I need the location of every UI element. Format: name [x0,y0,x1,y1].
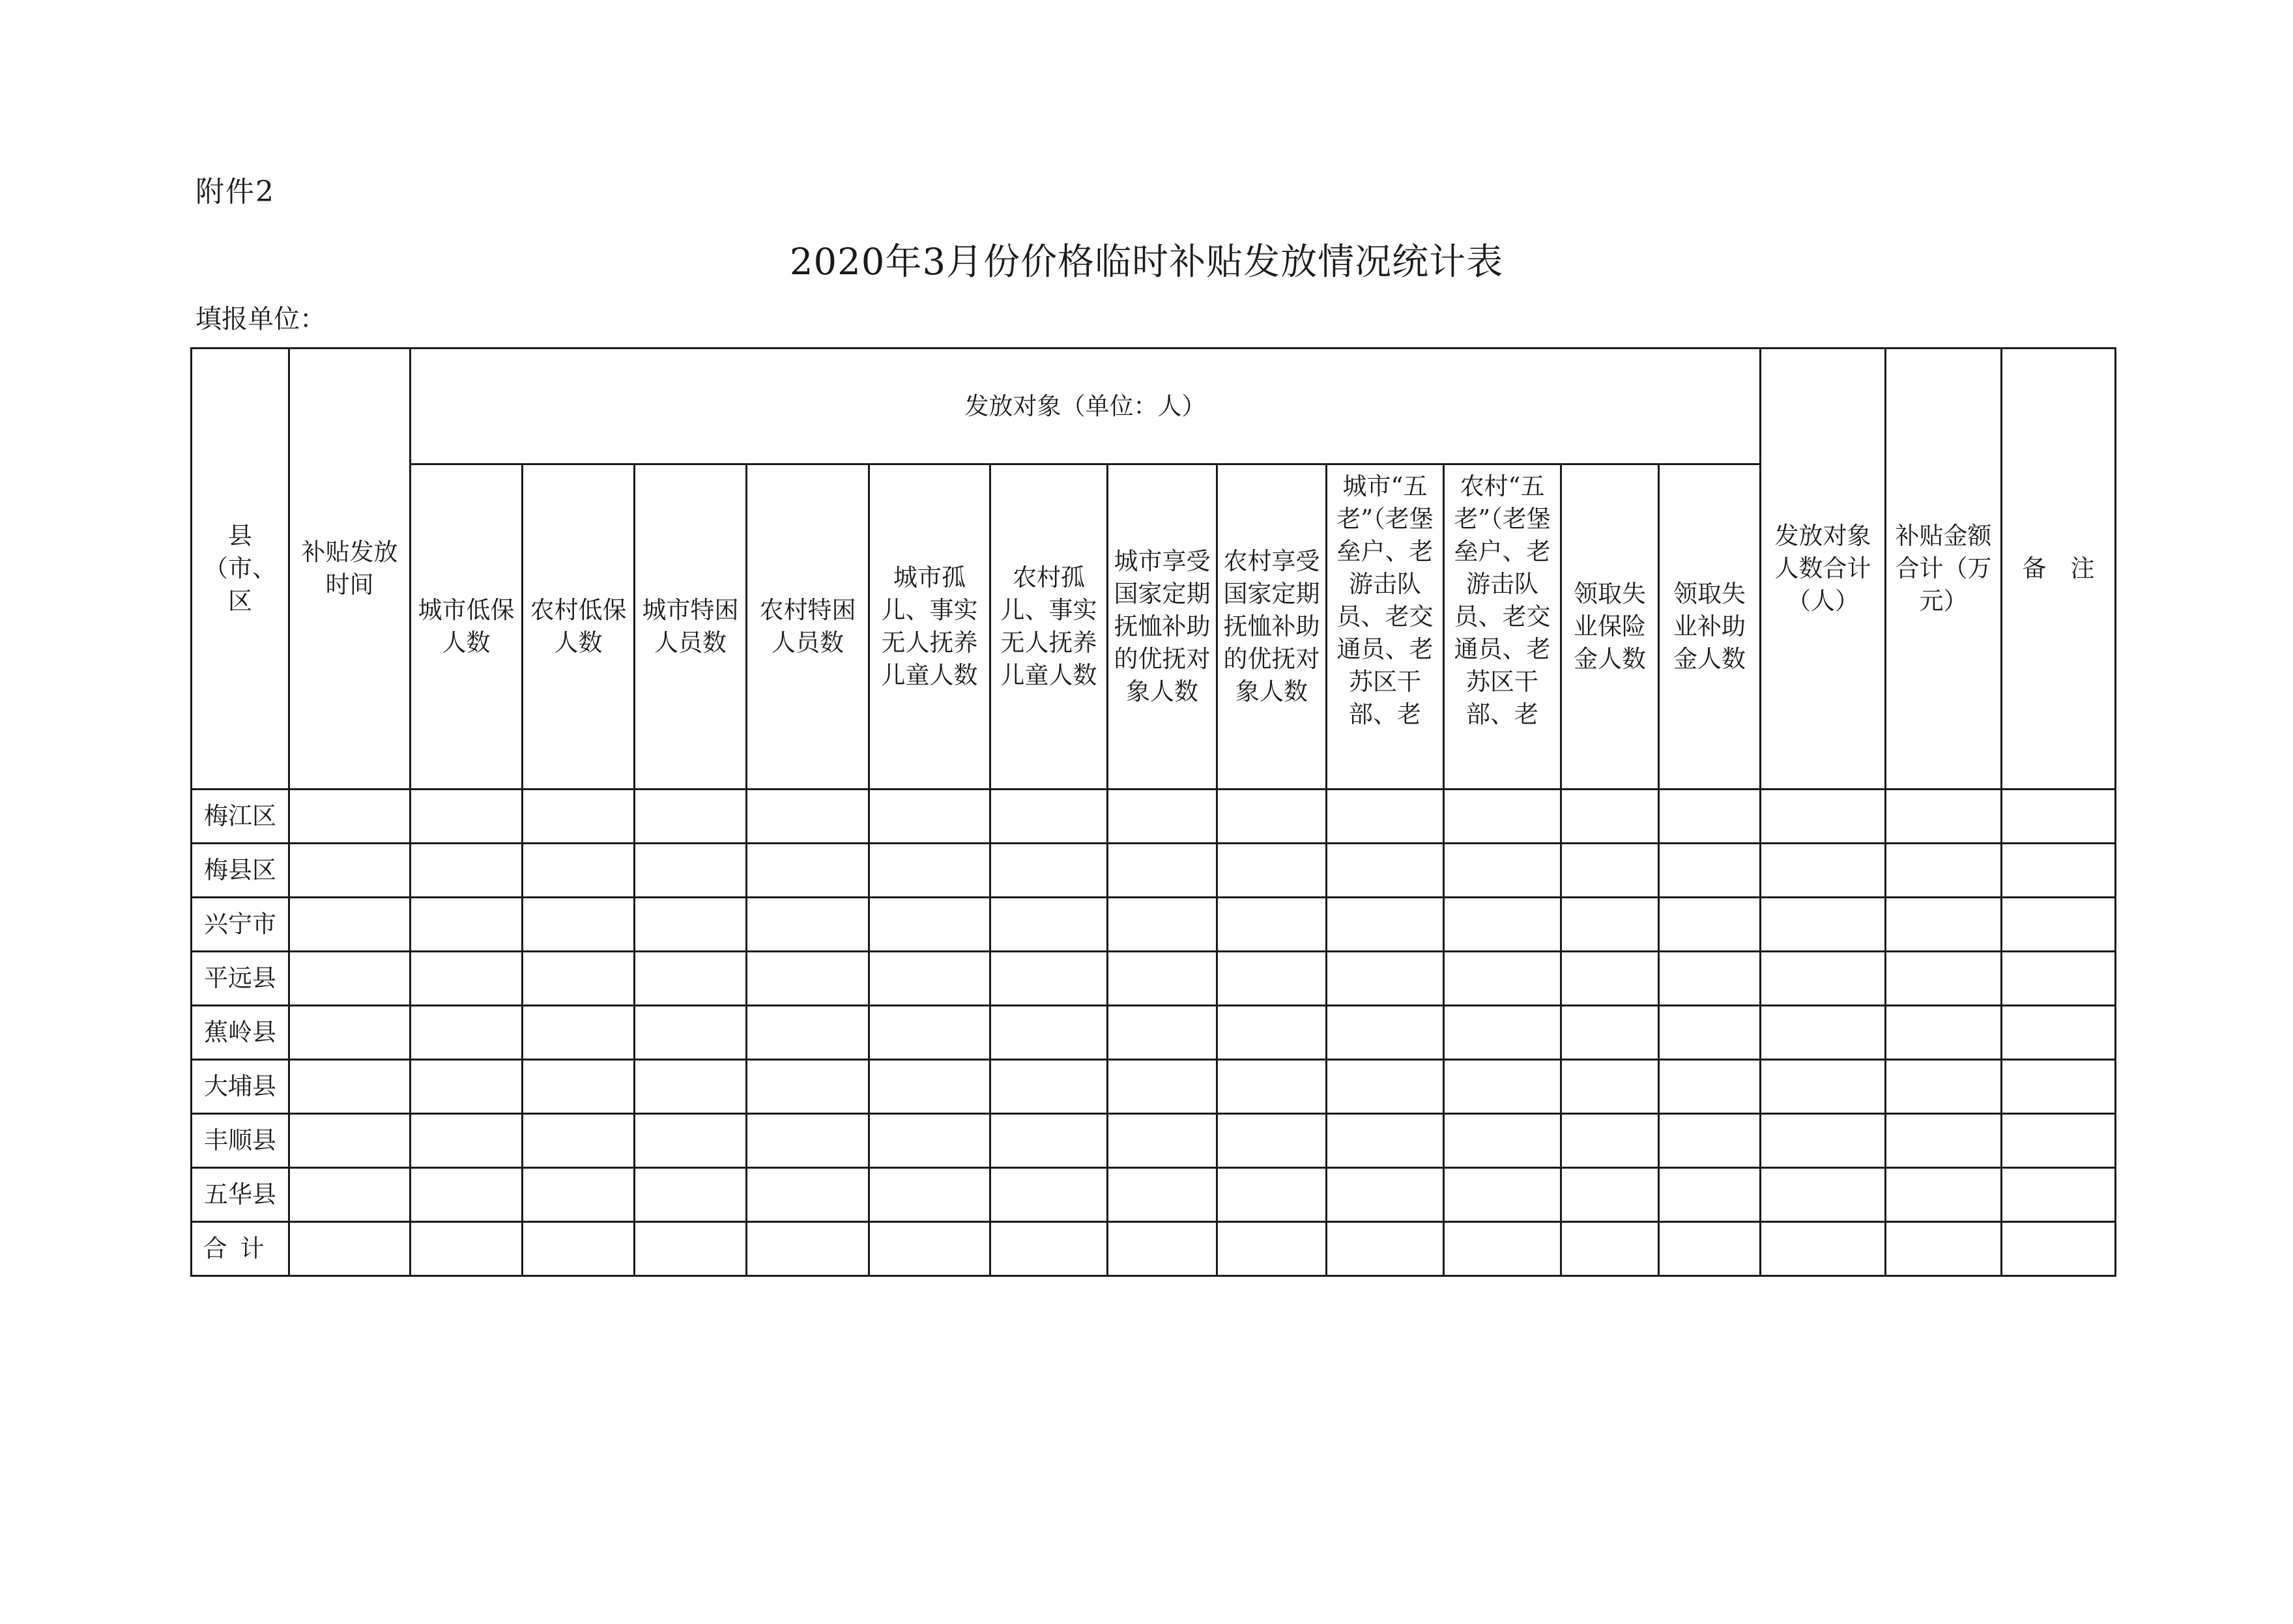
table-cell[interactable] [523,1060,635,1114]
table-cell[interactable] [289,1114,411,1168]
table-cell[interactable] [289,952,411,1006]
table-cell[interactable] [1327,952,1444,1006]
header-rural-orphans-text: 农村孤儿、事实无人抚养儿童人数 [1000,563,1097,689]
table-cell[interactable] [1886,844,2002,898]
table-cell[interactable] [990,898,1108,952]
table-cell[interactable] [289,1006,411,1060]
region-name-cell: 兴宁市 [192,898,289,952]
table-cell[interactable] [1108,1006,1217,1060]
total-cell[interactable] [1444,1222,1561,1276]
total-cell[interactable] [1886,1222,2002,1276]
header-rural-dibao [523,464,635,790]
table-cell[interactable] [411,1006,523,1060]
table-cell[interactable] [2002,1006,2116,1060]
table-cell[interactable] [1561,790,1659,844]
table-cell[interactable] [635,1060,747,1114]
table-cell[interactable] [2002,1168,2116,1222]
region-name-cell: 梅江区 [192,790,289,844]
header-recipients-group: 发放对象（单位：人） [411,349,1761,464]
region-name-cell: 蕉岭县 [192,1006,289,1060]
table-row [192,790,2116,844]
header-urban-orphans [869,464,990,790]
table-cell[interactable] [1444,898,1561,952]
table-cell[interactable] [1108,1060,1217,1114]
table-cell[interactable] [1561,898,1659,952]
table-cell[interactable] [1327,1060,1444,1114]
table-cell[interactable] [2002,790,2116,844]
header-total-people: 发放对象人数合计（人） [1761,349,1886,790]
total-cell[interactable] [869,1222,990,1276]
table-cell[interactable] [1886,1168,2002,1222]
table-cell[interactable] [523,790,635,844]
header-rural-wulao [1444,464,1561,790]
table-cell[interactable] [1327,1168,1444,1222]
table-cell[interactable] [1561,1006,1659,1060]
header-urban-tekun [635,464,747,790]
table-cell[interactable] [747,1006,869,1060]
table-cell[interactable] [869,1168,990,1222]
table-cell[interactable] [1217,952,1327,1006]
table-cell[interactable] [1886,1114,2002,1168]
header-urban-wulao [1327,464,1444,790]
table-cell[interactable] [747,952,869,1006]
table-cell[interactable] [635,790,747,844]
table-cell[interactable] [1444,952,1561,1006]
table-cell[interactable] [1659,1006,1761,1060]
header-urban-youfu [1108,464,1217,790]
table-cell[interactable] [411,1060,523,1114]
table-cell[interactable] [1108,1168,1217,1222]
table-cell[interactable] [869,952,990,1006]
header-region: 县（市、区 [192,349,289,790]
table-cell[interactable] [1444,1060,1561,1114]
table-cell[interactable] [523,1006,635,1060]
table-cell[interactable] [411,1168,523,1222]
region-name-cell: 平远县 [192,952,289,1006]
total-cell[interactable] [990,1222,1108,1276]
total-cell[interactable] [747,1222,869,1276]
header-rural-dibao-text: 农村低保人数 [530,596,627,657]
table-cell[interactable] [990,1168,1108,1222]
table-cell[interactable] [1561,1168,1659,1222]
header-rural-wulao-text: 农村“五老”（老堡垒户、老游击队员、老交通员、老苏区干部、老 [1454,472,1551,728]
table-cell[interactable] [635,1114,747,1168]
total-cell[interactable] [411,1222,523,1276]
table-cell[interactable] [1761,844,1886,898]
table-cell[interactable] [2002,952,2116,1006]
table-row [192,1168,2116,1222]
table-cell[interactable] [869,1114,990,1168]
header-rural-youfu [1217,464,1327,790]
header-urban-dibao [411,464,523,790]
table-cell[interactable] [990,1114,1108,1168]
table-cell[interactable] [1761,952,1886,1006]
table-cell[interactable] [1444,790,1561,844]
total-cell[interactable] [1108,1222,1217,1276]
table-cell[interactable] [1217,1060,1327,1114]
table-cell[interactable] [1886,1060,2002,1114]
table-cell[interactable] [1886,898,2002,952]
table-cell[interactable] [1327,898,1444,952]
region-name-cell: 大埔县 [192,1060,289,1114]
table-cell[interactable] [1444,1114,1561,1168]
total-row [192,1222,2116,1276]
table-row [192,1006,2116,1060]
header-unemployment-insurance [1561,464,1659,790]
table-cell[interactable] [411,1114,523,1168]
table-cell[interactable] [990,844,1108,898]
table-cell[interactable] [2002,898,2116,952]
table-cell[interactable] [635,1168,747,1222]
table-cell[interactable] [1659,952,1761,1006]
attachment-label: 附件2 [195,175,275,208]
table-cell[interactable] [1761,898,1886,952]
table-cell[interactable] [289,844,411,898]
table-cell[interactable] [635,952,747,1006]
table-cell[interactable] [1761,1168,1886,1222]
table-cell[interactable] [1761,790,1886,844]
document-title: 2020年3月份价格临时补贴发放情况统计表 [789,241,1504,283]
total-cell[interactable] [1327,1222,1444,1276]
table-cell[interactable] [2002,844,2116,898]
table-cell[interactable] [747,1168,869,1222]
region-name-cell: 梅县区 [192,844,289,898]
table-cell[interactable] [635,1006,747,1060]
table-cell[interactable] [635,898,747,952]
table-cell[interactable] [1108,1114,1217,1168]
table-body [192,790,2116,1276]
table-cell[interactable] [1659,1168,1761,1222]
table-cell[interactable] [869,790,990,844]
table-cell[interactable] [747,844,869,898]
table-cell[interactable] [990,790,1108,844]
table-cell[interactable] [1327,1114,1444,1168]
total-cell[interactable] [1217,1222,1327,1276]
total-cell[interactable] [289,1222,411,1276]
table-cell[interactable] [1761,1114,1886,1168]
table-cell[interactable] [1108,790,1217,844]
table-cell[interactable] [1108,844,1217,898]
header-urban-wulao-text: 城市“五老”（老堡垒户、老游击队员、老交通员、老苏区干部、老 [1336,472,1434,728]
table-cell[interactable] [523,898,635,952]
table-cell[interactable] [1217,898,1327,952]
table-cell[interactable] [523,1114,635,1168]
header-unemployment-insurance-text: 领取失业保险金人数 [1574,580,1646,673]
table-cell[interactable] [1761,1006,1886,1060]
header-rural-tekun-text: 农村特困人员数 [759,596,856,657]
table-cell[interactable] [747,790,869,844]
total-label-cell: 合计 [192,1222,289,1276]
table-cell[interactable] [990,1060,1108,1114]
total-cell[interactable] [523,1222,635,1276]
header-urban-youfu-text: 城市享受国家定期抚恤补助的优抚对象人数 [1114,547,1211,705]
table-cell[interactable] [1886,1006,2002,1060]
table-cell[interactable] [523,1168,635,1222]
table-cell[interactable] [411,952,523,1006]
table-cell[interactable] [1217,790,1327,844]
table-cell[interactable] [1444,844,1561,898]
table-cell[interactable] [869,1006,990,1060]
table-cell[interactable] [1561,1114,1659,1168]
table-cell[interactable] [1217,1168,1327,1222]
header-urban-orphans-text: 城市孤儿、事实无人抚养儿童人数 [881,563,978,689]
header-rural-orphans [990,464,1108,790]
table-cell[interactable] [523,844,635,898]
table-cell[interactable] [1217,1114,1327,1168]
total-cell[interactable] [1561,1222,1659,1276]
table-cell[interactable] [1659,844,1761,898]
table-cell[interactable] [1327,844,1444,898]
table-cell[interactable] [1217,844,1327,898]
table-cell[interactable] [1327,1006,1444,1060]
table-cell[interactable] [411,790,523,844]
table-cell[interactable] [1444,1006,1561,1060]
table-cell[interactable] [1659,1060,1761,1114]
table-cell[interactable] [1761,1060,1886,1114]
table-cell[interactable] [411,898,523,952]
region-name-cell: 五华县 [192,1168,289,1222]
table-cell[interactable] [1108,952,1217,1006]
table-cell[interactable] [869,898,990,952]
table-cell[interactable] [2002,1114,2116,1168]
table-cell[interactable] [289,1168,411,1222]
table-cell[interactable] [289,790,411,844]
table-cell[interactable] [1444,1168,1561,1222]
table-cell[interactable] [289,1060,411,1114]
table-row [192,1060,2116,1114]
table-cell[interactable] [869,844,990,898]
total-cell[interactable] [635,1222,747,1276]
table-cell[interactable] [1659,790,1761,844]
table-cell[interactable] [747,1060,869,1114]
table-cell[interactable] [1561,952,1659,1006]
table-cell[interactable] [411,844,523,898]
header-issue-time: 补贴发放时间 [289,349,411,790]
table-row [192,898,2116,952]
table-cell[interactable] [1327,790,1444,844]
region-name-cell: 丰顺县 [192,1114,289,1168]
table-cell[interactable] [289,898,411,952]
table-cell[interactable] [747,1114,869,1168]
statistics-table [190,347,2116,1277]
table-cell[interactable] [1886,952,2002,1006]
table-cell[interactable] [523,952,635,1006]
header-unemployment-subsidy [1659,464,1761,790]
table-row [192,952,2116,1006]
header-row-top [192,349,2116,464]
header-rural-tekun [747,464,869,790]
header-rural-youfu-text: 农村享受国家定期抚恤补助的优抚对象人数 [1223,547,1320,705]
table-cell[interactable] [990,1006,1108,1060]
table-cell[interactable] [990,952,1108,1006]
header-urban-tekun-text: 城市特困人员数 [642,596,739,657]
table-cell[interactable] [1659,898,1761,952]
total-cell[interactable] [2002,1222,2116,1276]
table-cell[interactable] [1217,1006,1327,1060]
header-remarks: 备 注 [2002,349,2116,790]
total-cell[interactable] [1659,1222,1761,1276]
header-total-amount: 补贴金额合计（万元） [1886,349,2002,790]
table-cell[interactable] [747,898,869,952]
reporting-unit-label: 填报单位： [195,304,326,334]
table-cell[interactable] [2002,1060,2116,1114]
table-row [192,1114,2116,1168]
table-cell[interactable] [1108,898,1217,952]
table-cell[interactable] [1886,790,2002,844]
total-cell[interactable] [1761,1222,1886,1276]
table-cell[interactable] [1561,1060,1659,1114]
table-row [192,844,2116,898]
table-cell[interactable] [869,1060,990,1114]
header-urban-dibao-text: 城市低保人数 [418,596,515,657]
table-cell[interactable] [1659,1114,1761,1168]
header-unemployment-subsidy-text: 领取失业补助金人数 [1673,580,1746,673]
table-cell[interactable] [635,844,747,898]
table-cell[interactable] [1561,844,1659,898]
